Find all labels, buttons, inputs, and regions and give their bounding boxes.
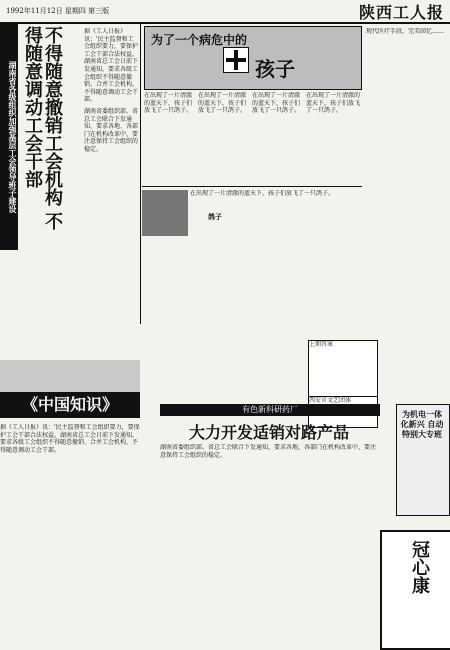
right-column — [366, 28, 448, 338]
feature-col-4 — [306, 92, 360, 184]
inner-box-body: 在出现了一片清澈的蓝天下，孩子们放飞了一只鸽子。 — [190, 190, 335, 197]
left-lower-text — [0, 424, 140, 646]
issue-date: 1992年11月12日 星期四 第三版 — [6, 7, 110, 15]
feature-title: 为了一个病危中的 — [151, 33, 248, 47]
answer-box — [308, 340, 378, 398]
medicine-ad-title: 冠心康 — [409, 540, 430, 594]
feature-col-3-text: 在出现了一片清澈的蓝天下，孩子们放飞了一只鸽子。 — [252, 92, 301, 115]
masthead — [0, 0, 450, 24]
arts-box-label: 西安市文艺团体 — [309, 397, 352, 404]
right-ad-text: 为机电一体化新兴 自动特别大专班 — [400, 409, 444, 439]
right-column-text: 现代医疗手段，完美回忆…… — [366, 28, 445, 35]
column-rule — [140, 24, 141, 324]
cross-icon — [223, 47, 249, 73]
medicine-ad — [380, 530, 450, 650]
right-ad-block — [396, 404, 450, 516]
feature-col-4-text: 在出现了一片清澈的蓝天下，孩子们放飞了一只鸽子。 — [306, 92, 360, 115]
factory-title: 大力开发适销对路产品 — [188, 423, 349, 442]
horizontal-rule — [142, 186, 362, 187]
photo-small — [142, 190, 188, 236]
feature-header — [144, 26, 362, 90]
feature-col-1-text: 在出现了一片清澈的蓝天下，孩子们放飞了一只鸽子。 — [144, 92, 193, 115]
left-side-strip: 湖南省各级组织加强基层工会领导班子建设 — [0, 24, 18, 250]
mid-lower-banner: 有色新科研药厂 — [160, 404, 380, 416]
feature-col-3 — [252, 92, 302, 184]
factory-article — [160, 444, 376, 646]
factory-article-body: 湖南省委组织部、省总工会联合下发通知，要求各地、各部门在机构改革中，要注意保持工会组织的稳定。 — [160, 444, 376, 459]
answer-box-label: 上期答案 — [309, 341, 334, 348]
left-article-p1: 据《工人日报》讯：'民主监督和工会组织要力，要保护工会干部合法权益。湖南省总工会日前下发通知，要求各级工会组织不得随意撤销、合并工会机构，不得随意调动工会干部。 — [84, 28, 138, 104]
inner-title-text: 鸽子 — [208, 212, 222, 221]
left-lower-body: 据《工人日报》讯：'民主监督和工会组织要力，要保护工会干部合法权益。湖南省总工会日前下发通知，要求各级工会组织不得随意撤销、合并工会机构，不得随意调动工会干部。 — [0, 424, 140, 454]
headline-text: 不得随意撤销工会机构 不得随意调动工会干部 — [22, 26, 63, 231]
inner-title — [208, 212, 300, 264]
feature-col-2 — [198, 92, 248, 184]
left-lower-banner: 《中国知识》 — [0, 392, 140, 418]
feature-subtitle: 孩子 — [255, 57, 295, 81]
feature-col-2-text: 在出现了一片清澈的蓝天下，孩子们放飞了一只鸽子。 — [198, 92, 247, 115]
left-article-body — [84, 28, 138, 248]
left-article-p2: 湖南省委组织部、省总工会联合下发通知，要求各地、各部门在机构改革中，要注意保持工会组织的稳定。 — [84, 107, 138, 153]
left-headline — [22, 26, 82, 232]
feature-col-1 — [144, 92, 194, 184]
newspaper-brand: 陕西工人报 — [358, 3, 444, 22]
